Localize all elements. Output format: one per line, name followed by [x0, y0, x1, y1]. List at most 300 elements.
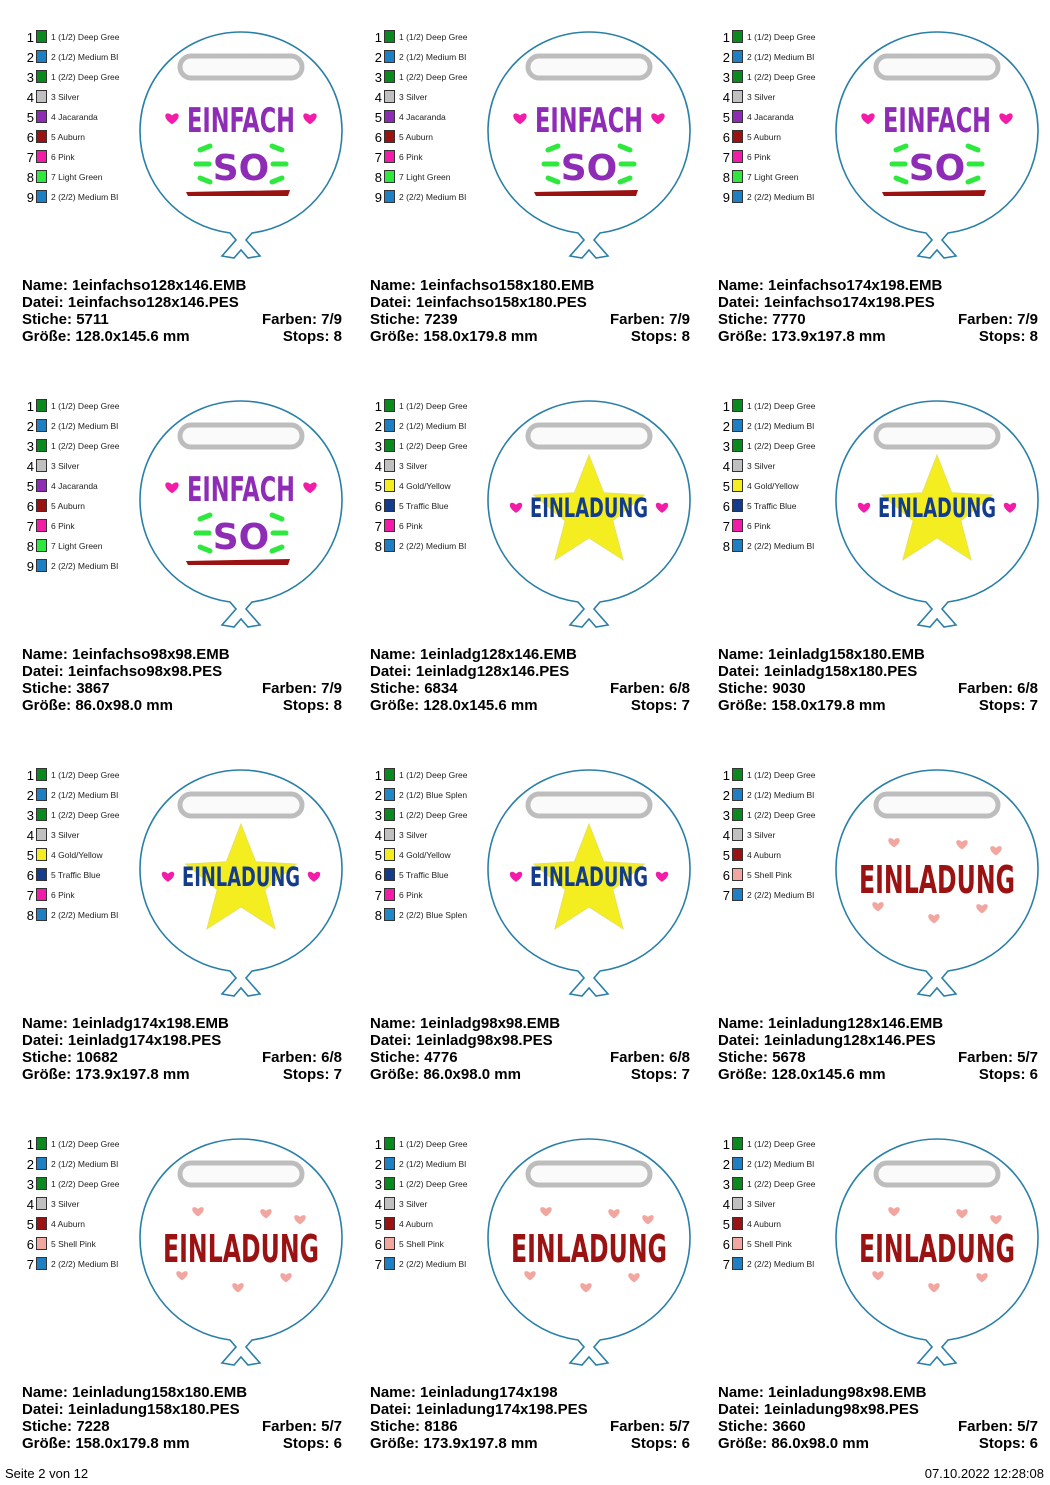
color-swatch — [36, 30, 47, 43]
thread-label: 4 Auburn — [747, 1219, 782, 1229]
color-swatch — [732, 1217, 743, 1230]
thread-item — [20, 128, 140, 148]
thread-number: 3 — [722, 439, 730, 454]
color-swatch — [36, 828, 47, 841]
stops-count: 6 — [681, 1435, 690, 1452]
color-swatch — [384, 459, 395, 472]
color-swatch — [732, 399, 743, 412]
datei-label: Datei: — [370, 1032, 412, 1049]
stops-label: Stops: — [630, 697, 678, 714]
color-swatch — [732, 439, 743, 452]
thread-label: 2 (2/2) Medium Bl — [747, 192, 815, 202]
thread-number: 6 — [374, 130, 382, 145]
color-swatch — [732, 130, 743, 143]
color-swatch — [384, 190, 395, 203]
file-name-emb: 1einfachso98x98.EMB — [72, 646, 230, 663]
stops-count: 7 — [333, 1066, 342, 1083]
thread-color-list — [20, 1135, 140, 1275]
thread-number: 7 — [26, 1257, 34, 1272]
design-preview — [486, 766, 692, 996]
colors-count-group — [958, 1049, 1038, 1066]
thread-item — [20, 537, 140, 557]
name-row — [370, 646, 690, 663]
groesse-row — [370, 1435, 690, 1452]
design-info — [370, 646, 690, 714]
thread-item — [368, 148, 488, 168]
stiche-row — [370, 680, 690, 697]
design-preview — [486, 1135, 692, 1365]
design-card — [710, 28, 1040, 368]
thread-label: 2 (2/2) Medium Bl — [399, 541, 467, 551]
colors-count-group — [610, 680, 690, 697]
stops-label: Stops: — [630, 1066, 678, 1083]
thread-item — [368, 48, 488, 68]
design-size: 128.0x145.6 mm — [75, 328, 190, 345]
stops-label: Stops: — [282, 1066, 330, 1083]
thread-item — [368, 1135, 488, 1155]
balloon-design — [486, 397, 692, 629]
thread-label: 6 Pink — [51, 521, 75, 531]
thread-number: 4 — [374, 828, 382, 843]
thread-item — [20, 517, 140, 537]
file-name-pes: 1einfachso98x98.PES — [67, 663, 223, 680]
design-size: 128.0x145.6 mm — [771, 1066, 886, 1083]
stops-label: Stops: — [978, 697, 1026, 714]
colors-count: 7/9 — [321, 311, 342, 328]
design-size: 158.0x179.8 mm — [771, 697, 886, 714]
color-swatch — [384, 808, 395, 821]
thread-number: 6 — [374, 499, 382, 514]
thread-label: 2 (2/2) Medium Bl — [747, 1259, 815, 1269]
color-swatch — [36, 90, 47, 103]
thread-item — [368, 457, 488, 477]
farben-label: Farben: — [957, 680, 1013, 697]
thread-item — [20, 1215, 140, 1235]
color-swatch — [384, 888, 395, 901]
color-swatch — [384, 479, 395, 492]
name-row — [22, 277, 342, 294]
name-label: Name: — [370, 1384, 416, 1401]
thread-item — [20, 88, 140, 108]
design-card — [14, 397, 344, 737]
thread-item — [20, 866, 140, 886]
balloon-design — [486, 766, 692, 998]
hanger-slot — [876, 425, 998, 447]
stops-group — [979, 328, 1038, 345]
thread-label: 1 (1/2) Deep Gree — [51, 401, 120, 411]
thread-item — [20, 766, 140, 786]
color-swatch — [732, 499, 743, 512]
color-swatch — [384, 399, 395, 412]
thread-item — [716, 1175, 836, 1195]
hanger-slot — [528, 56, 650, 78]
thread-label: 1 (1/2) Deep Gree — [747, 770, 816, 780]
file-name-emb: 1einladung98x98.EMB — [768, 1384, 927, 1401]
color-swatch — [36, 130, 47, 143]
stops-label: Stops: — [282, 697, 330, 714]
thread-item — [20, 1235, 140, 1255]
thread-label: 6 Pink — [399, 521, 423, 531]
datei-row — [718, 294, 1038, 311]
color-swatch — [36, 170, 47, 183]
stitch-count: 7770 — [772, 311, 806, 328]
thread-number: 2 — [374, 788, 382, 803]
thread-item — [368, 806, 488, 826]
color-swatch — [732, 459, 743, 472]
motif-text-einladung: EINLADUNG — [859, 1227, 1015, 1271]
file-name-pes: 1einfachso174x198.PES — [763, 294, 935, 311]
thread-label: 1 (2/2) Deep Gree — [51, 441, 120, 451]
thread-label: 5 Traffic Blue — [51, 870, 101, 880]
thread-item — [368, 517, 488, 537]
name-label: Name: — [718, 1015, 764, 1032]
thread-label: 3 Silver — [399, 830, 428, 840]
color-swatch — [732, 828, 743, 841]
color-swatch — [384, 908, 395, 921]
thread-item — [716, 108, 836, 128]
thread-item — [368, 886, 488, 906]
thread-label: 4 Jacaranda — [51, 112, 98, 122]
thread-label: 1 (1/2) Deep Gree — [51, 1139, 120, 1149]
thread-item — [716, 826, 836, 846]
thread-item — [368, 766, 488, 786]
color-swatch — [36, 1257, 47, 1270]
balloon-design — [834, 397, 1040, 629]
hanger-slot — [180, 425, 302, 447]
thread-item — [716, 1135, 836, 1155]
colors-count: 6/8 — [669, 680, 690, 697]
color-swatch — [36, 1157, 47, 1170]
stiche-row — [718, 1049, 1038, 1066]
stiche-label: Stiche: — [718, 1049, 769, 1066]
stitch-count: 9030 — [772, 680, 806, 697]
thread-item — [716, 1235, 836, 1255]
color-swatch — [36, 70, 47, 83]
thread-number: 5 — [26, 848, 34, 863]
color-swatch — [384, 848, 395, 861]
thread-item — [368, 846, 488, 866]
thread-number: 2 — [26, 419, 34, 434]
stiche-label: Stiche: — [718, 311, 769, 328]
thread-number: 4 — [722, 1197, 730, 1212]
thread-number: 7 — [26, 150, 34, 165]
design-size: 128.0x145.6 mm — [423, 697, 538, 714]
hanger-slot — [876, 794, 998, 816]
thread-number: 8 — [26, 170, 34, 185]
stops-group — [979, 697, 1038, 714]
color-swatch — [732, 419, 743, 432]
thread-item — [20, 906, 140, 926]
stops-label: Stops: — [630, 328, 678, 345]
design-card — [14, 766, 344, 1106]
thread-label: 2 (2/2) Medium Bl — [51, 1259, 119, 1269]
thread-number: 6 — [26, 499, 34, 514]
colors-count-group — [610, 1418, 690, 1435]
datei-label: Datei: — [370, 663, 412, 680]
name-label: Name: — [718, 1384, 764, 1401]
thread-label: 4 Jacaranda — [399, 112, 446, 122]
thread-number: 1 — [722, 399, 730, 414]
motif-text-einladung: EINLADUNG — [511, 1227, 667, 1271]
thread-label: 1 (2/2) Deep Gree — [399, 810, 468, 820]
color-swatch — [36, 559, 47, 572]
thread-item — [716, 168, 836, 188]
thread-number: 3 — [374, 1177, 382, 1192]
thread-number: 3 — [722, 1177, 730, 1192]
design-size: 173.9x197.8 mm — [423, 1435, 538, 1452]
colors-count: 6/8 — [669, 1049, 690, 1066]
hanger-slot — [180, 1163, 302, 1185]
thread-label: 2 (2/2) Medium Bl — [51, 561, 119, 571]
thread-number: 9 — [26, 559, 34, 574]
thread-number: 6 — [722, 499, 730, 514]
groesse-row — [22, 1435, 342, 1452]
stops-count: 6 — [1029, 1435, 1038, 1452]
stops-group — [283, 1435, 342, 1452]
thread-label: 1 (1/2) Deep Gree — [399, 1139, 468, 1149]
thread-label: 4 Gold/Yellow — [51, 850, 103, 860]
datei-row — [22, 1401, 342, 1418]
thread-number: 1 — [26, 768, 34, 783]
datei-label: Datei: — [370, 294, 412, 311]
thread-item — [20, 1175, 140, 1195]
thread-label: 3 Silver — [747, 830, 776, 840]
name-label: Name: — [22, 1384, 68, 1401]
thread-label: 2 (1/2) Medium Bl — [51, 790, 119, 800]
groesse-label: Größe: — [22, 1066, 72, 1083]
thread-item — [20, 497, 140, 517]
color-swatch — [36, 1197, 47, 1210]
stops-count: 6 — [1029, 1066, 1038, 1083]
thread-number: 4 — [26, 1197, 34, 1212]
color-swatch — [36, 908, 47, 921]
groesse-label: Größe: — [370, 1066, 420, 1083]
thread-item — [368, 397, 488, 417]
thread-item — [716, 806, 836, 826]
thread-label: 1 (2/2) Deep Gree — [399, 72, 468, 82]
thread-label: 2 (1/2) Medium Bl — [747, 421, 815, 431]
color-swatch — [36, 768, 47, 781]
color-swatch — [36, 190, 47, 203]
design-preview — [138, 28, 344, 258]
motif-text-einfach: EINFACH — [535, 101, 643, 141]
name-label: Name: — [370, 646, 416, 663]
datei-label: Datei: — [22, 1401, 64, 1418]
color-swatch — [36, 150, 47, 163]
thread-number: 8 — [374, 170, 382, 185]
design-size: 86.0x98.0 mm — [771, 1435, 869, 1452]
thread-item — [368, 1255, 488, 1275]
color-swatch — [36, 499, 47, 512]
thread-number: 5 — [26, 479, 34, 494]
farben-label: Farben: — [957, 1049, 1013, 1066]
thread-color-list — [716, 28, 836, 208]
design-preview — [486, 28, 692, 258]
stiche-row — [718, 680, 1038, 697]
thread-number: 5 — [722, 1217, 730, 1232]
design-card — [14, 28, 344, 368]
thread-label: 3 Silver — [747, 461, 776, 471]
thread-number: 6 — [722, 868, 730, 883]
thread-label: 2 (1/2) Medium Bl — [747, 790, 815, 800]
design-preview — [834, 766, 1040, 996]
thread-number: 2 — [722, 1157, 730, 1172]
thread-label: 2 (1/2) Medium Bl — [747, 52, 815, 62]
thread-item — [368, 866, 488, 886]
thread-number: 2 — [374, 419, 382, 434]
thread-number: 4 — [722, 90, 730, 105]
thread-number: 3 — [374, 70, 382, 85]
thread-label: 4 Gold/Yellow — [399, 850, 451, 860]
thread-label: 4 Auburn — [747, 850, 782, 860]
thread-item — [20, 437, 140, 457]
hanger-slot — [876, 56, 998, 78]
thread-label: 2 (1/2) Medium Bl — [51, 52, 119, 62]
color-swatch — [384, 50, 395, 63]
color-swatch — [384, 499, 395, 512]
balloon-design — [138, 28, 344, 260]
color-swatch — [36, 439, 47, 452]
colors-count: 7/9 — [1017, 311, 1038, 328]
thread-number: 1 — [26, 1137, 34, 1152]
name-row — [22, 646, 342, 663]
thread-number: 3 — [722, 808, 730, 823]
datei-label: Datei: — [22, 1032, 64, 1049]
stops-count: 8 — [333, 697, 342, 714]
thread-number: 7 — [374, 150, 382, 165]
file-name-pes: 1einladg174x198.PES — [67, 1032, 222, 1049]
hanger-slot — [180, 794, 302, 816]
thread-number: 4 — [26, 90, 34, 105]
stitch-count: 3660 — [772, 1418, 806, 1435]
thread-number: 7 — [722, 888, 730, 903]
thread-color-list — [716, 766, 836, 906]
thread-number: 1 — [374, 30, 382, 45]
thread-item — [20, 1155, 140, 1175]
print-timestamp: 07.10.2022 12:28:08 — [924, 1466, 1044, 1481]
design-info — [718, 1384, 1038, 1452]
file-name-pes: 1einladung158x180.PES — [67, 1401, 240, 1418]
stitch-count: 6834 — [424, 680, 458, 697]
thread-label: 2 (1/2) Medium Bl — [747, 1159, 815, 1169]
thread-item — [368, 906, 488, 926]
design-card — [710, 766, 1040, 1106]
file-name-pes: 1einladung174x198.PES — [415, 1401, 588, 1418]
design-size: 86.0x98.0 mm — [423, 1066, 521, 1083]
design-size: 173.9x197.8 mm — [75, 1066, 190, 1083]
stops-group — [283, 1066, 342, 1083]
datei-label: Datei: — [370, 1401, 412, 1418]
colors-count-group — [610, 1049, 690, 1066]
color-swatch — [36, 1137, 47, 1150]
color-swatch — [36, 1177, 47, 1190]
design-preview — [834, 397, 1040, 627]
thread-label: 6 Pink — [399, 152, 423, 162]
color-swatch — [36, 888, 47, 901]
stiche-row — [22, 1049, 342, 1066]
thread-label: 5 Auburn — [399, 132, 434, 142]
thread-number: 8 — [722, 539, 730, 554]
colors-count-group — [610, 311, 690, 328]
datei-label: Datei: — [718, 1401, 760, 1418]
thread-label: 5 Shell Pink — [747, 870, 792, 880]
color-swatch — [384, 1257, 395, 1270]
thread-label: 6 Pink — [747, 521, 771, 531]
thread-item — [20, 108, 140, 128]
design-info — [22, 277, 342, 345]
color-swatch — [732, 479, 743, 492]
thread-item — [368, 68, 488, 88]
thread-item — [368, 477, 488, 497]
design-preview — [138, 1135, 344, 1365]
thread-label: 6 Pink — [747, 152, 771, 162]
thread-number: 8 — [374, 908, 382, 923]
thread-item — [716, 28, 836, 48]
stitch-count: 3867 — [76, 680, 110, 697]
color-swatch — [732, 190, 743, 203]
stops-count: 8 — [1029, 328, 1038, 345]
stiche-row — [22, 311, 342, 328]
thread-number: 3 — [26, 70, 34, 85]
balloon-design — [138, 1135, 344, 1367]
thread-item — [368, 188, 488, 208]
motif-text-einladung: EINLADUNG — [530, 862, 648, 893]
datei-row — [22, 663, 342, 680]
thread-item — [20, 886, 140, 906]
stops-count: 7 — [681, 1066, 690, 1083]
thread-label: 2 (2/2) Medium Bl — [399, 192, 467, 202]
balloon-design — [486, 28, 692, 260]
thread-number: 1 — [722, 768, 730, 783]
thread-label: 1 (1/2) Deep Gree — [747, 1139, 816, 1149]
color-swatch — [384, 788, 395, 801]
thread-item — [716, 397, 836, 417]
thread-label: 1 (1/2) Deep Gree — [747, 32, 816, 42]
color-swatch — [384, 110, 395, 123]
thread-number: 4 — [374, 459, 382, 474]
color-swatch — [732, 1177, 743, 1190]
color-swatch — [732, 868, 743, 881]
thread-label: 1 (2/2) Deep Gree — [51, 810, 120, 820]
stiche-row — [22, 680, 342, 697]
farben-label: Farben: — [261, 1049, 317, 1066]
file-name-emb: 1einladg158x180.EMB — [768, 646, 925, 663]
thread-item — [20, 417, 140, 437]
thread-number: 7 — [374, 519, 382, 534]
stops-label: Stops: — [282, 328, 330, 345]
name-row — [22, 1015, 342, 1032]
datei-row — [22, 294, 342, 311]
stiche-label: Stiche: — [718, 680, 769, 697]
thread-number: 3 — [374, 808, 382, 823]
colors-count: 7/9 — [321, 680, 342, 697]
color-swatch — [36, 808, 47, 821]
thread-label: 1 (1/2) Deep Gree — [51, 32, 120, 42]
color-swatch — [384, 150, 395, 163]
thread-label: 5 Auburn — [51, 501, 86, 511]
thread-label: 1 (1/2) Deep Gree — [399, 401, 468, 411]
stitch-count: 8186 — [424, 1418, 458, 1435]
thread-number: 1 — [374, 399, 382, 414]
thread-item — [716, 1195, 836, 1215]
thread-number: 5 — [374, 848, 382, 863]
datei-row — [718, 1401, 1038, 1418]
groesse-label: Größe: — [370, 328, 420, 345]
thread-number: 2 — [26, 788, 34, 803]
datei-row — [22, 1032, 342, 1049]
thread-item — [716, 68, 836, 88]
file-name-emb: 1einfachso128x146.EMB — [72, 277, 247, 294]
